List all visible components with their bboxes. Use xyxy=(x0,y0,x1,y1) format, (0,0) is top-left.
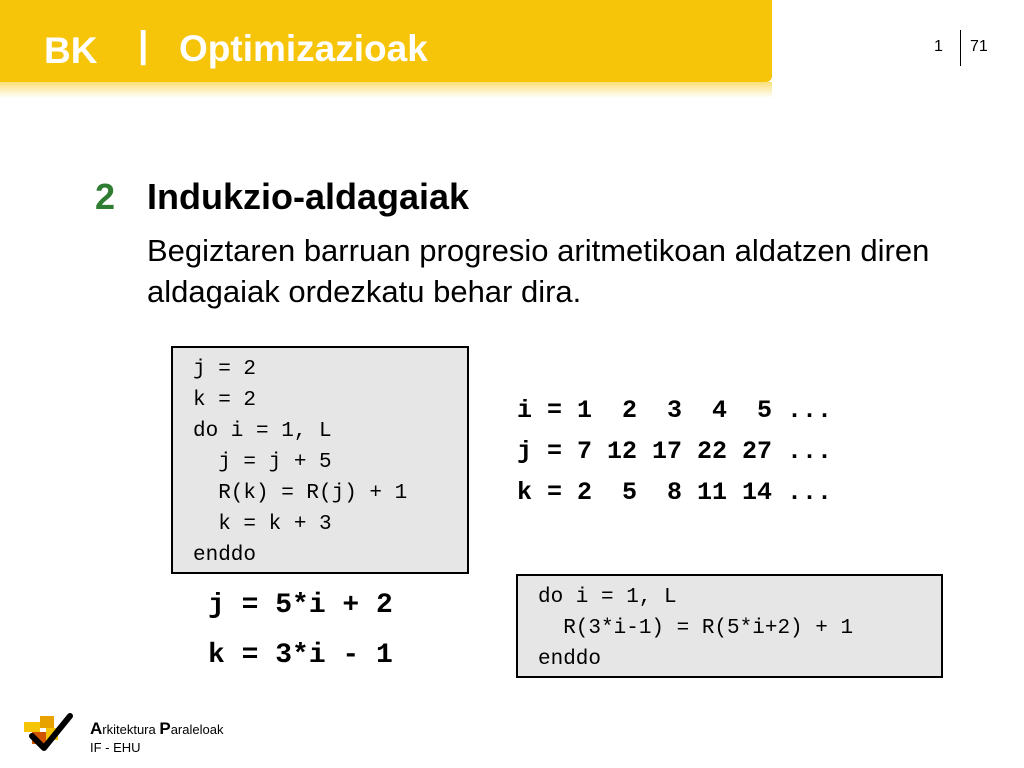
checkmark-logo-icon xyxy=(24,712,76,752)
section-title: Indukzio-aldagaiak xyxy=(147,176,470,217)
code-line: j = 2 xyxy=(193,358,257,381)
code-line: enddo xyxy=(538,648,602,671)
sequence-row-k: k = 2 5 8 11 14 ... xyxy=(517,478,833,507)
section-body-text: Begiztaren barruan progresio aritmetikoan aldatzen diren aldagaiak ordezkatu behar dira. xyxy=(147,233,930,309)
footer-institution: IF - EHU xyxy=(90,740,141,755)
page-number-divider xyxy=(960,30,961,66)
footer-course-name: Arkitektura Paraleloak xyxy=(90,719,224,738)
code-box-optimized-loop xyxy=(516,574,943,678)
code-line: k = 2 xyxy=(193,389,257,412)
code-line: k = k + 3 xyxy=(193,513,332,536)
code-line: R(k) = R(j) + 1 xyxy=(193,482,408,505)
sequence-row-j: j = 7 12 17 22 27 ... xyxy=(517,437,833,466)
code-line: enddo xyxy=(193,544,257,567)
sequence-row-i: i = 1 2 3 4 5 ... xyxy=(517,396,833,425)
header-title: Optimizazioak xyxy=(179,28,428,69)
formula-k: k = 3*i - 1 xyxy=(208,640,393,671)
code-box-original-loop xyxy=(171,346,469,574)
code-line: do i = 1, L xyxy=(538,586,677,609)
header-bk: BK xyxy=(44,30,98,71)
page-number: 1 xyxy=(934,38,943,55)
page-total: 71 xyxy=(970,38,988,55)
sequence-table xyxy=(517,390,832,513)
header-separator: | xyxy=(138,24,149,65)
section-number: 2 xyxy=(95,176,116,217)
code-line: j = j + 5 xyxy=(193,451,332,474)
formula-j: j = 5*i + 2 xyxy=(208,590,393,621)
header-banner-shadow xyxy=(0,82,772,98)
code-line: R(3*i-1) = R(5*i+2) + 1 xyxy=(538,617,854,640)
code-line: do i = 1, L xyxy=(193,420,332,443)
